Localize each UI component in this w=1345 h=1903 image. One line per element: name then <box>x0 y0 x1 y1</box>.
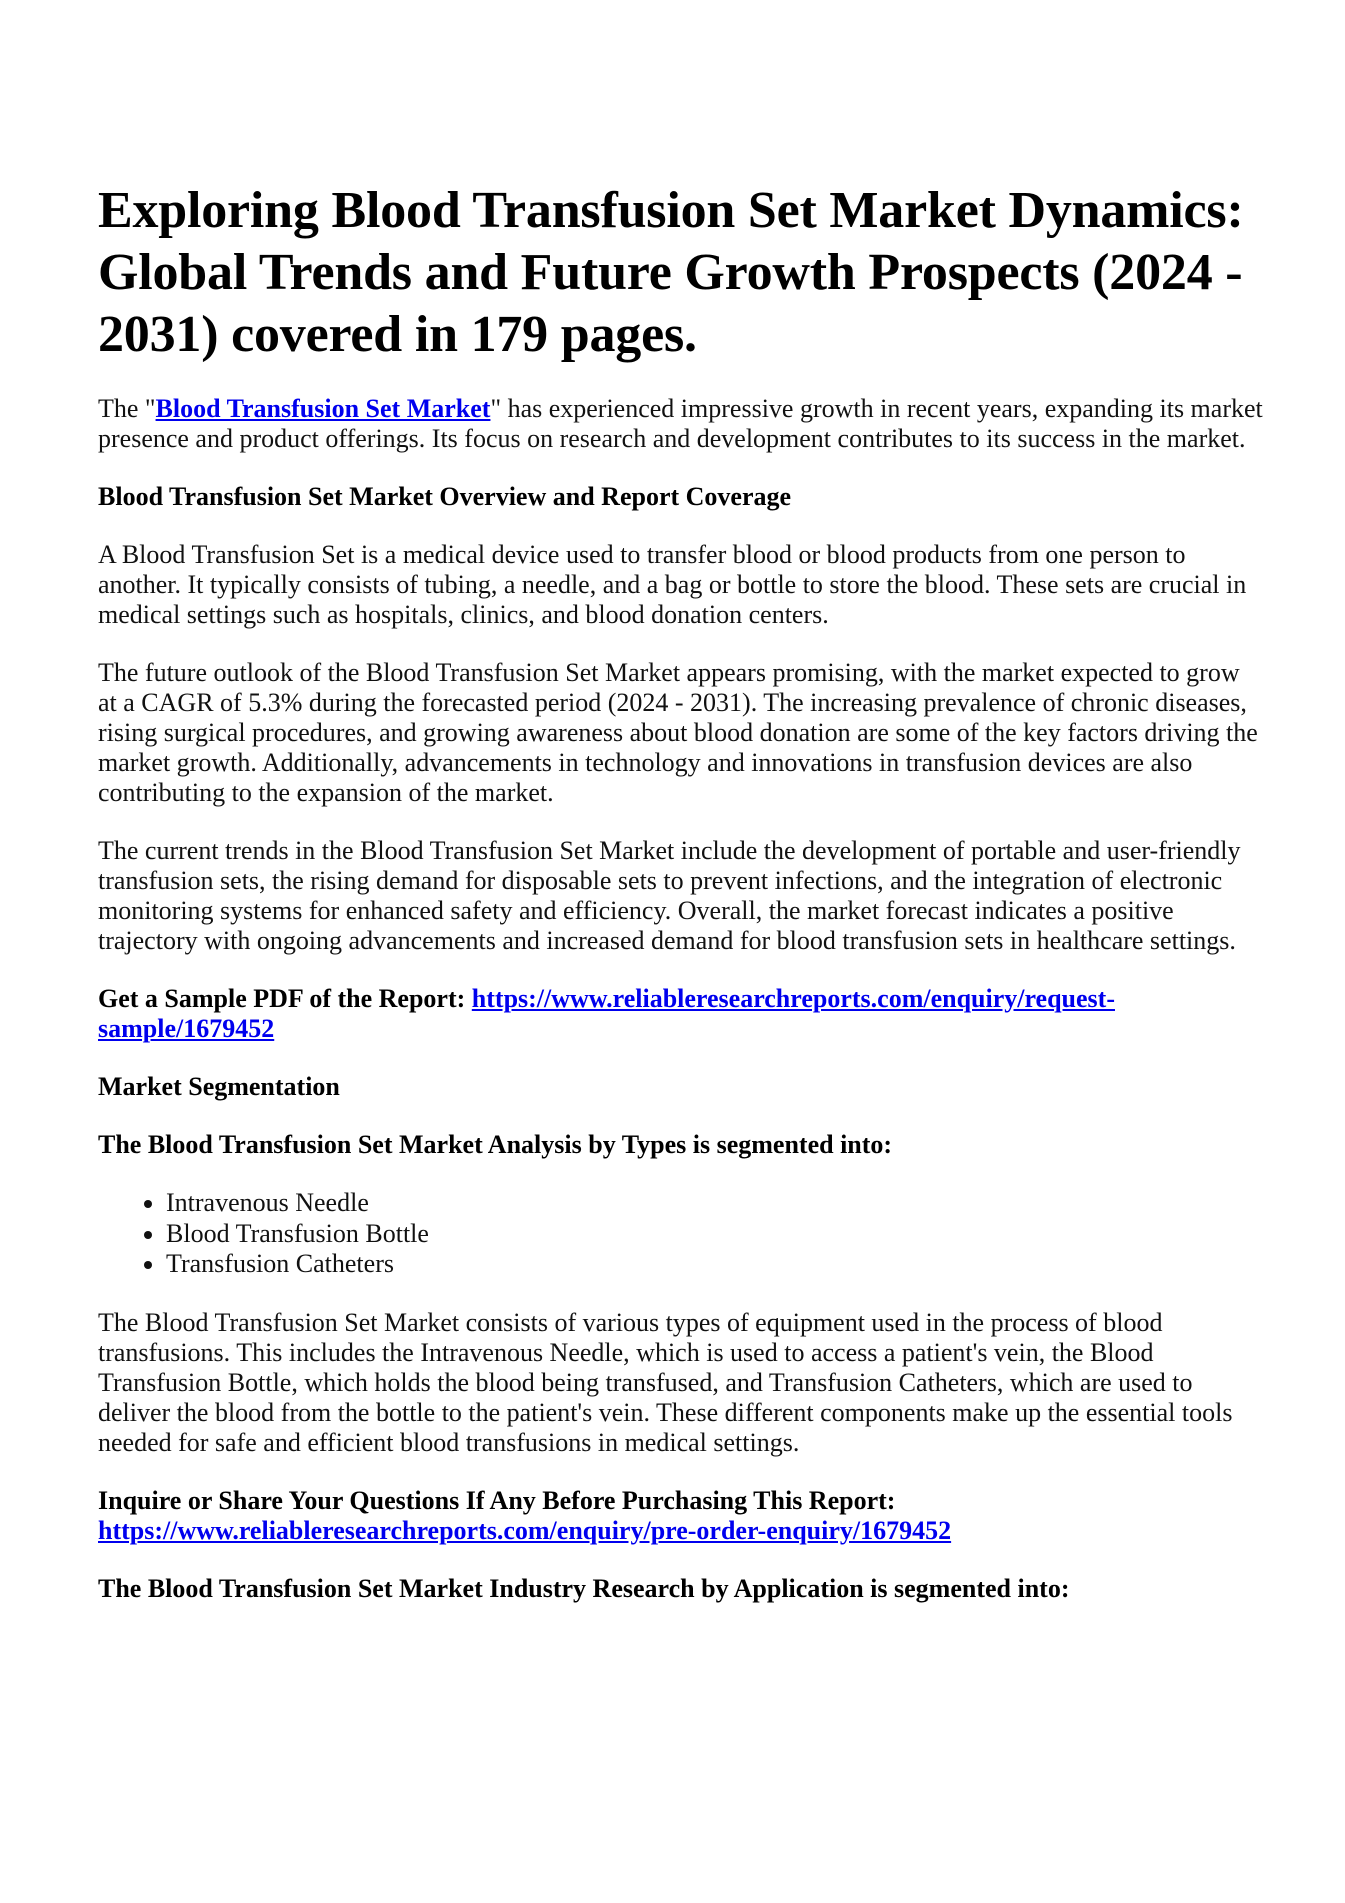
inquire-link[interactable]: https://www.reliableresearchreports.com/enquiry/pre-order-enquiry/1679452 <box>98 1515 952 1545</box>
inquire-paragraph <box>98 1486 1263 1546</box>
sample-pdf-label: Get a Sample PDF of the Report: <box>98 984 472 1013</box>
list-item: • Blood Transfusion Bottle <box>166 1219 1263 1250</box>
list-item: • Intravenous Needle <box>166 1188 1263 1219</box>
market-link[interactable]: Blood Transfusion Set Market <box>155 394 491 423</box>
sample-pdf-link[interactable]: https://www.reliableresearchreports.com/enquiry/request-sample/1679452 <box>98 984 1115 1043</box>
overview-heading: Blood Transfusion Set Market Overview and Report Coverage <box>98 482 792 511</box>
article <box>98 180 1263 1632</box>
intro-suffix: " has experienced impressive growth in recent years, expanding its market presence and product offerings. Its focus on research and development contributes to its success in the market. <box>98 394 1263 453</box>
overview-paragraph-outlook: The future outlook of the Blood Transfusion Set Market appears promising, with the market expected to grow at a CAGR of 5.3% during the forecasted period (2024 - 2031). The increasing prevalence of chronic diseases, rising surgical procedures, and growing awareness about blood donation are some of the key factors driving the market growth. Additionally, advancements in technology and innovations in transfusion devices are also contributing to the expansion of the market. <box>98 658 1258 807</box>
segmentation-heading: Market Segmentation <box>98 1072 340 1101</box>
types-heading: The Blood Transfusion Set Market Analysis by Types is segmented into: <box>98 1130 893 1159</box>
overview-paragraph-trends: The current trends in the Blood Transfusion Set Market include the development of portable and user-friendly transfusion sets, the rising demand for disposable sets to prevent infections, and the integration of electronic monitoring systems for enhanced safety and efficiency. Overall, the market forecast indicates a positive trajectory with ongoing advancements and increased demand for blood transfusion sets in healthcare settings. <box>98 836 1241 955</box>
overview-paragraph-definition: A Blood Transfusion Set is a medical device used to transfer blood or blood products from one person to another. It typically consists of tubing, a needle, and a bag or bottle to store the blood. These sets are crucial in medical settings such as hospitals, clinics, and blood donation centers. <box>98 540 1247 629</box>
intro-prefix: The " <box>98 394 156 423</box>
sample-pdf-paragraph <box>98 984 1263 1044</box>
application-heading: The Blood Transfusion Set Market Industry Research by Application is segmented into: <box>98 1573 1070 1603</box>
types-description: The Blood Transfusion Set Market consists of various types of equipment used in the process of blood transfusions. This includes the Intravenous Needle, which is used to access a patient's vein, the Blood Transfusion Bottle, which holds the blood being transfused, and Transfusion Catheters, which are used to deliver the blood from the bottle to the patient's vein. These different components make up the essential tools needed for safe and efficient blood transfusions in medical settings. <box>98 1307 1233 1457</box>
types-list <box>98 1188 1263 1280</box>
list-item: • Transfusion Catheters <box>166 1249 1263 1280</box>
page-title: Exploring Blood Transfusion Set Market Dynamics: Global Trends and Future Growth Prospects (2024 - 2031) covered in 179 pages. <box>98 182 1244 363</box>
intro-paragraph <box>98 394 1263 454</box>
inquire-label: Inquire or Share Your Questions If Any Before Purchasing This Report: <box>98 1485 896 1515</box>
